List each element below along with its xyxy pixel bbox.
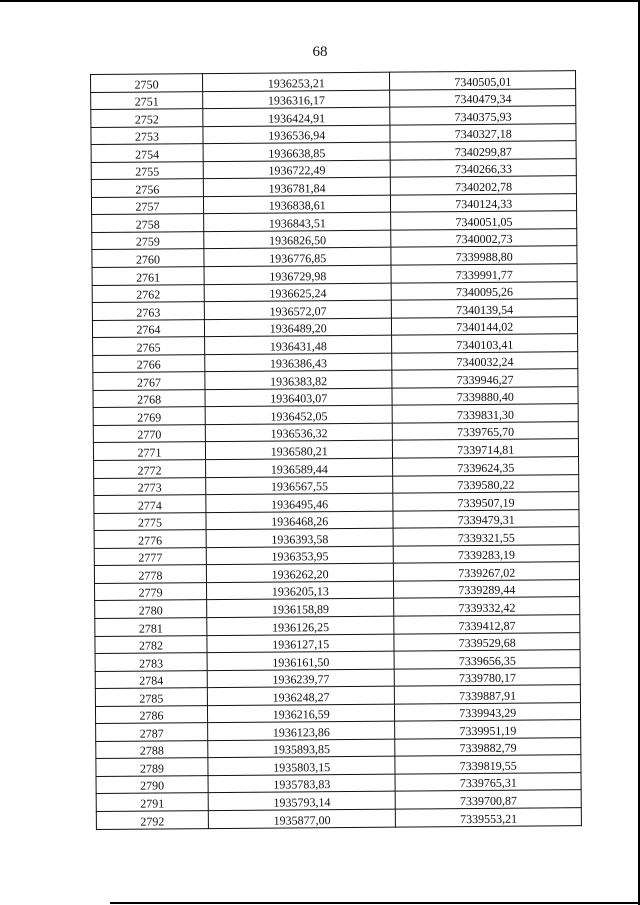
- point-number-cell: 2767: [93, 372, 205, 390]
- y-coordinate-cell: 7339700,87: [396, 790, 582, 809]
- point-number-cell: 2784: [95, 670, 207, 688]
- point-number-cell: 2762: [92, 284, 204, 302]
- x-coordinate-cell: 1936205,13: [206, 581, 394, 600]
- x-coordinate-cell: 1936489,20: [204, 318, 392, 337]
- y-coordinate-cell: 7340144,02: [392, 316, 578, 335]
- y-coordinate-cell: 7339412,87: [394, 615, 580, 634]
- y-coordinate-cell: 7339267,02: [394, 562, 580, 581]
- x-coordinate-cell: 1935783,83: [208, 774, 396, 793]
- point-number-cell: 2750: [91, 74, 203, 92]
- x-coordinate-cell: 1936843,51: [204, 213, 392, 232]
- y-coordinate-cell: 7340375,93: [390, 106, 576, 125]
- y-coordinate-cell: 7339819,55: [395, 755, 581, 774]
- point-number-cell: 2789: [96, 758, 208, 776]
- x-coordinate-cell: 1936452,05: [205, 406, 393, 425]
- y-coordinate-cell: 7339656,35: [395, 650, 581, 669]
- y-coordinate-cell: 7340139,54: [392, 299, 578, 318]
- x-coordinate-cell: 1935793,14: [208, 792, 396, 811]
- point-number-cell: 2770: [93, 425, 205, 443]
- x-coordinate-cell: 1936383,82: [205, 370, 393, 389]
- y-coordinate-cell: 7339946,27: [392, 369, 578, 388]
- y-coordinate-cell: 7339943,29: [395, 702, 581, 721]
- point-number-cell: 2782: [95, 635, 207, 653]
- x-coordinate-cell: 1936126,25: [207, 616, 395, 635]
- point-number-cell: 2773: [94, 477, 206, 495]
- y-coordinate-cell: 7339765,31: [395, 773, 581, 792]
- x-coordinate-cell: 1936431,48: [205, 335, 393, 354]
- page-number: 68: [312, 44, 328, 60]
- y-coordinate-cell: 7340124,33: [391, 194, 577, 213]
- point-number-cell: 2775: [94, 512, 206, 530]
- y-coordinate-cell: 7339507,19: [393, 492, 579, 511]
- point-number-cell: 2780: [95, 600, 207, 618]
- x-coordinate-cell: 1936826,50: [204, 230, 392, 249]
- y-coordinate-cell: 7339289,44: [394, 580, 580, 599]
- y-coordinate-cell: 7340327,18: [390, 123, 576, 142]
- point-number-cell: 2756: [91, 179, 203, 197]
- point-number-cell: 2751: [91, 91, 203, 109]
- y-coordinate-cell: 7339991,77: [391, 264, 577, 283]
- x-coordinate-cell: 1936386,43: [205, 353, 393, 372]
- point-number-cell: 2781: [95, 618, 207, 636]
- y-coordinate-cell: 7339332,42: [394, 597, 580, 616]
- x-coordinate-cell: 1936161,50: [207, 651, 395, 670]
- point-number-cell: 2766: [93, 354, 205, 372]
- x-coordinate-cell: 1935893,85: [208, 739, 396, 758]
- x-coordinate-cell: 1936638,85: [203, 142, 391, 161]
- y-coordinate-cell: 7340479,34: [390, 88, 576, 107]
- x-coordinate-cell: 1936729,98: [204, 265, 392, 284]
- x-coordinate-cell: 1936468,26: [206, 511, 394, 530]
- y-coordinate-cell: 7340032,24: [392, 351, 578, 370]
- point-number-cell: 2790: [96, 775, 208, 793]
- point-number-cell: 2786: [95, 705, 207, 723]
- bottom-border-line: [110, 902, 640, 904]
- point-number-cell: 2791: [96, 793, 208, 811]
- point-number-cell: 2757: [91, 196, 203, 214]
- y-coordinate-cell: 7340051,05: [391, 211, 577, 230]
- point-number-cell: 2776: [94, 530, 206, 548]
- y-coordinate-cell: 7340505,01: [390, 71, 576, 90]
- x-coordinate-cell: 1936781,84: [203, 177, 391, 196]
- x-coordinate-cell: 1936316,17: [203, 90, 391, 109]
- x-coordinate-cell: 1936353,95: [206, 546, 394, 565]
- y-coordinate-cell: 7339580,22: [393, 474, 579, 493]
- y-coordinate-cell: 7339880,40: [392, 387, 578, 406]
- y-coordinate-cell: 7339831,30: [393, 404, 579, 423]
- x-coordinate-cell: 1936262,20: [206, 563, 394, 582]
- x-coordinate-cell: 1936580,21: [205, 441, 393, 460]
- point-number-cell: 2755: [91, 161, 203, 179]
- y-coordinate-cell: 7340002,73: [391, 229, 577, 248]
- x-coordinate-cell: 1936127,15: [207, 634, 395, 653]
- y-coordinate-cell: 7339321,55: [394, 527, 580, 546]
- point-number-cell: 2760: [92, 249, 204, 267]
- y-coordinate-cell: 7339479,31: [393, 509, 579, 528]
- x-coordinate-cell: 1936572,07: [204, 300, 392, 319]
- x-coordinate-cell: 1936393,58: [206, 528, 394, 547]
- x-coordinate-cell: 1936838,61: [203, 195, 391, 214]
- point-number-cell: 2764: [92, 319, 204, 337]
- y-coordinate-cell: 7339882,79: [395, 737, 581, 756]
- x-coordinate-cell: 1936248,27: [207, 686, 395, 705]
- y-coordinate-cell: 7339765,70: [393, 422, 579, 441]
- x-coordinate-cell: 1936403,07: [205, 388, 393, 407]
- y-coordinate-cell: 7339624,35: [393, 457, 579, 476]
- coordinates-table: [90, 70, 582, 829]
- point-number-cell: 2752: [91, 109, 203, 127]
- y-coordinate-cell: 7340202,78: [391, 176, 577, 195]
- coordinates-table-body: [91, 71, 582, 829]
- point-number-cell: 2774: [94, 495, 206, 513]
- y-coordinate-cell: 7339780,17: [395, 667, 581, 686]
- point-number-cell: 2761: [92, 267, 204, 285]
- y-coordinate-cell: 7340299,87: [391, 141, 577, 160]
- point-number-cell: 2753: [91, 126, 203, 144]
- point-number-cell: 2783: [95, 653, 207, 671]
- point-number-cell: 2765: [93, 337, 205, 355]
- x-coordinate-cell: 1936776,85: [204, 248, 392, 267]
- point-number-cell: 2772: [94, 460, 206, 478]
- x-coordinate-cell: 1936123,86: [208, 721, 396, 740]
- point-number-cell: 2768: [93, 389, 205, 407]
- x-coordinate-cell: 1936722,49: [203, 160, 391, 179]
- x-coordinate-cell: 1936567,55: [206, 476, 394, 495]
- point-number-cell: 2771: [93, 442, 205, 460]
- point-number-cell: 2792: [96, 811, 208, 829]
- x-coordinate-cell: 1936424,91: [203, 107, 391, 126]
- x-coordinate-cell: 1935877,00: [208, 809, 396, 828]
- point-number-cell: 2778: [94, 565, 206, 583]
- point-number-cell: 2788: [96, 740, 208, 758]
- point-number-cell: 2763: [92, 302, 204, 320]
- y-coordinate-cell: 7339529,68: [394, 632, 580, 651]
- point-number-cell: 2777: [94, 547, 206, 565]
- x-coordinate-cell: 1936158,89: [207, 599, 395, 618]
- y-coordinate-cell: 7339951,19: [395, 720, 581, 739]
- point-number-cell: 2754: [91, 144, 203, 162]
- point-number-cell: 2785: [95, 688, 207, 706]
- x-coordinate-cell: 1936536,94: [203, 125, 391, 144]
- y-coordinate-cell: 7340266,33: [391, 158, 577, 177]
- point-number-cell: 2779: [95, 582, 207, 600]
- x-coordinate-cell: 1936536,32: [205, 423, 393, 442]
- x-coordinate-cell: 1936625,24: [204, 283, 392, 302]
- point-number-cell: 2769: [93, 407, 205, 425]
- y-coordinate-cell: 7340103,41: [392, 334, 578, 353]
- y-coordinate-cell: 7339553,21: [396, 808, 582, 827]
- x-coordinate-cell: 1936239,77: [207, 669, 395, 688]
- x-coordinate-cell: 1935803,15: [208, 756, 396, 775]
- x-coordinate-cell: 1936589,44: [206, 458, 394, 477]
- y-coordinate-cell: 7339714,81: [393, 439, 579, 458]
- y-coordinate-cell: 7339283,19: [394, 544, 580, 563]
- point-number-cell: 2787: [96, 723, 208, 741]
- y-coordinate-cell: 7339887,91: [395, 685, 581, 704]
- point-number-cell: 2758: [92, 214, 204, 232]
- x-coordinate-cell: 1936253,21: [202, 72, 390, 91]
- x-coordinate-cell: 1936216,59: [207, 704, 395, 723]
- y-coordinate-cell: 7339988,80: [391, 246, 577, 265]
- x-coordinate-cell: 1936495,46: [206, 493, 394, 512]
- y-coordinate-cell: 7340095,26: [392, 281, 578, 300]
- table-row: [96, 808, 581, 829]
- point-number-cell: 2759: [92, 232, 204, 250]
